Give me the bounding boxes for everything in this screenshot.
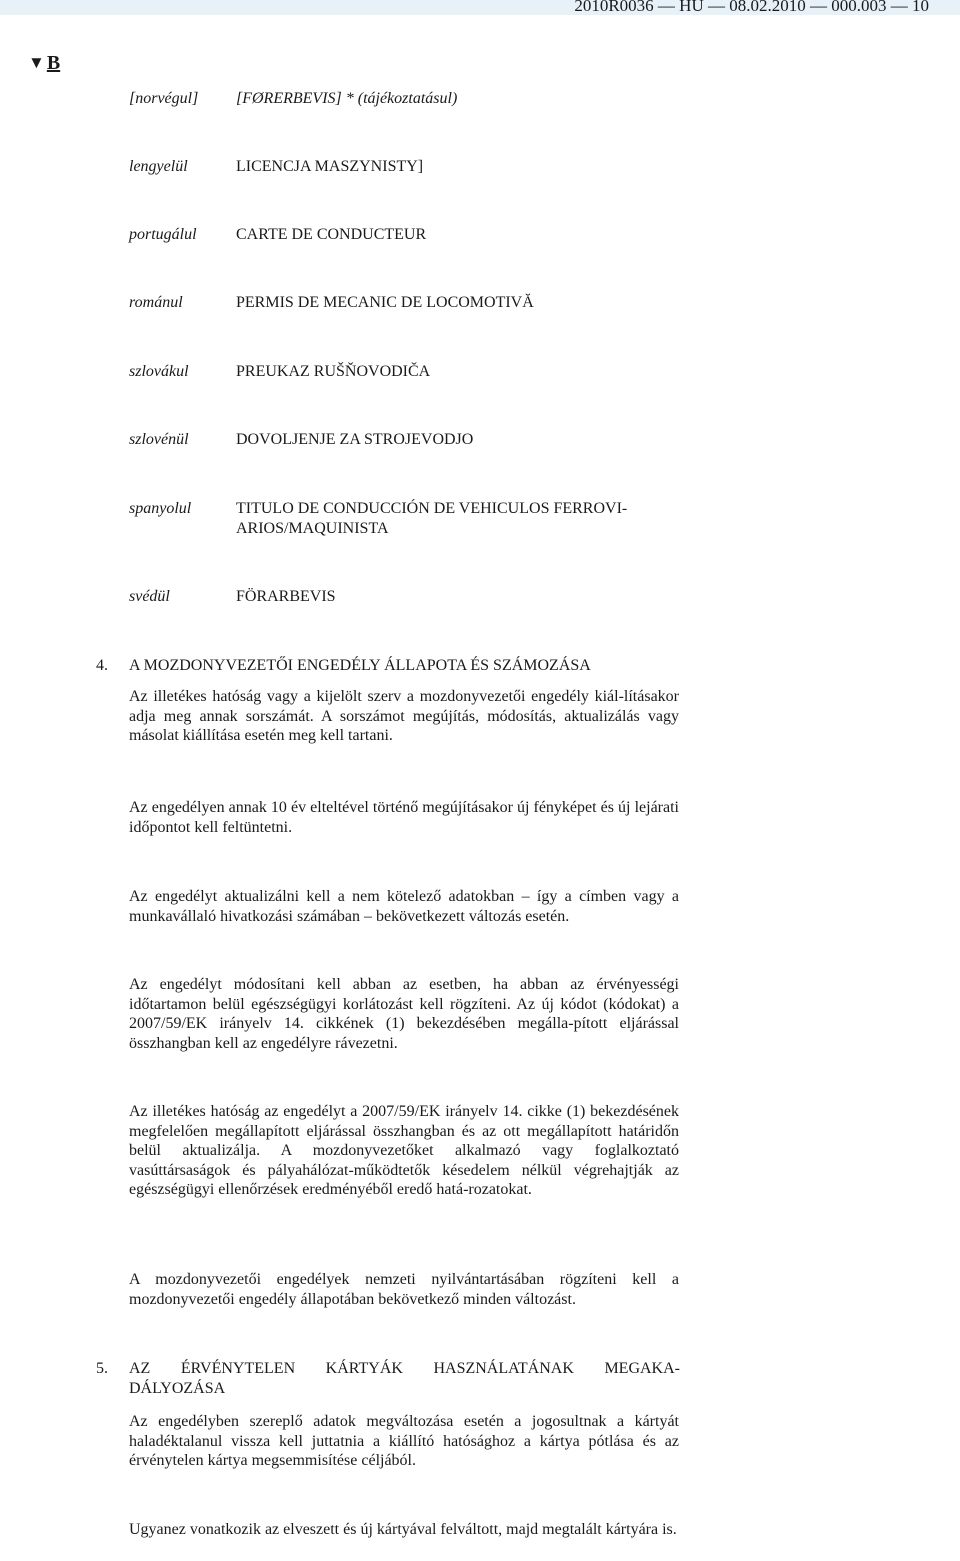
amendment-marker (28, 52, 60, 75)
paragraph: Az engedélyen annak 10 év elteltével történő megújításakor új fényképet és új lejárati időpontot kell feltüntetni. (129, 799, 679, 836)
section-number: 4. (96, 657, 108, 674)
lang-label: szlovákul (129, 363, 189, 380)
lang-term: DOVOLJENJE ZA STROJEVODJO (236, 431, 474, 448)
marker-letter: B (46, 52, 61, 74)
lang-term: TITULO DE CONDUCCIÓN DE VEHICULOS FERROVI-ARIOS/MAQUINISTA (236, 500, 628, 537)
lang-term: PREUKAZ RUŠŇOVODIČA (236, 363, 431, 380)
lang-term: FÖRARBEVIS (236, 588, 336, 605)
section-number: 5. (96, 1360, 108, 1377)
lang-label: románul (129, 294, 183, 311)
lang-term: [FØRERBEVIS] * (tájékoztatásul) (236, 90, 458, 107)
lang-label: [norvégul] (129, 90, 199, 107)
lang-term: CARTE DE CONDUCTEUR (236, 226, 427, 243)
lang-label: lengyelül (129, 158, 188, 175)
paragraph: Az engedélyt módosítani kell abban az esetben, ha abban az érvényességi időtartamon belül egészségügyi korlátozást kell rögzíteni. Az új kódot (kódokat) a 2007/59/EK irányelv 14. cikkének (1) bekezdésében megálla-pított eljárással összhangban kell az engedélyre rávezetni. (129, 976, 679, 1052)
paragraph: Az illetékes hatóság vagy a kijelölt szerv a mozdonyvezetői engedély kiál-lításakor adja meg annak sorszámát. A sorszámot megújítás, módosítás, aktualizálás vagy másolat kiállítása esetén meg kell tartani. (129, 688, 679, 745)
triangle-down-icon: ▼ (28, 53, 45, 72)
lang-label: szlovénül (129, 431, 189, 448)
section-title: A MOZDONYVEZETŐI ENGEDÉLY ÁLLAPOTA ÉS SZÁMOZÁSA (129, 657, 591, 674)
lang-term: PERMIS DE MECANIC DE LOCOMOTIVĂ (236, 294, 534, 311)
lang-label: svédül (129, 588, 170, 605)
lang-label: portugálul (129, 226, 197, 243)
lang-label: spanyolul (129, 500, 192, 517)
document-reference: 2010R0036 — HU — 08.02.2010 — 000.003 — 10 (574, 0, 929, 15)
paragraph: Ugyanez vonatkozik az elveszett és új kártyával felváltott, majd megtalált kártyára is. (129, 1521, 677, 1538)
paragraph: Az engedélyt aktualizálni kell a nem kötelező adatokban – így a címben vagy a munkavállaló hivatkozási számában – bekövetkezett változás esetén. (129, 888, 679, 925)
lang-term: LICENCJA MASZYNISTY] (236, 158, 424, 175)
paragraph: Az illetékes hatóság az engedélyt a 2007/59/EK irányelv 14. cikke (1) bekezdésének megfelelően megállapított eljárással összhangban és az ott megállapított határidőn belül aktualizálja. A mozdonyvezetőket alkalmazó vagy foglalkoztató vasúttársaságok és pályahálózat-működtetők késedelem nélkül végrehajtják az egészségügyi ellenőrzések eredményéből eredő hatá-rozatokat. (129, 1103, 679, 1199)
paragraph: Az engedélyben szereplő adatok megváltozása esetén a jogosultnak a kártyát haladéktalanul vissza kell juttatnia a kiállító hatósághoz a kártya pótlása és az érvénytelen kártya megsemmisítése céljából. (129, 1413, 679, 1470)
section-title-line1: AZ ÉRVÉNYTELEN KÁRTYÁK HASZNÁLATÁNAK MEGAKA- (129, 1360, 680, 1377)
paragraph: A mozdonyvezetői engedélyek nemzeti nyilvántartásában rögzíteni kell a mozdonyvezetői engedély állapotában bekövetkező minden változást. (129, 1271, 679, 1308)
section-title-line2: DÁLYOZÁSA (129, 1380, 226, 1397)
